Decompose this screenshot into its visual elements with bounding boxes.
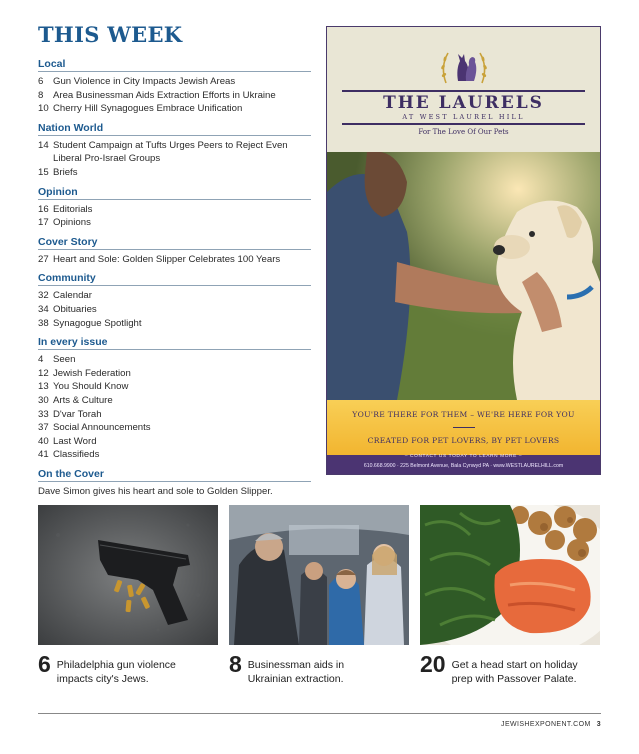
item-title: Opinions xyxy=(53,217,91,229)
item-title: Area Businessman Aids Extraction Efforts in Ukraine xyxy=(53,89,276,101)
caption-line: Philadelphia gun violence xyxy=(56,659,176,671)
toc-item[interactable] xyxy=(38,139,311,166)
feature-caption-2[interactable] xyxy=(229,653,344,686)
cover-description: Dave Simon gives his heart and sole to Golden Slipper. xyxy=(38,485,273,497)
page-number: 15 xyxy=(38,166,49,178)
toc-item[interactable] xyxy=(38,317,311,331)
toc-item[interactable] xyxy=(38,75,311,89)
item-title: Obituaries xyxy=(53,303,97,315)
item-title: Classifieds xyxy=(53,449,100,461)
caption-line: Get a head start on holiday xyxy=(451,659,578,671)
toc-item[interactable] xyxy=(38,166,311,180)
toc-item[interactable] xyxy=(38,89,311,103)
page-number: 37 xyxy=(38,422,49,434)
toc-item[interactable] xyxy=(38,435,311,449)
toc-item[interactable] xyxy=(38,203,311,217)
toc-item[interactable] xyxy=(38,353,311,367)
feature-caption-1[interactable] xyxy=(38,653,176,686)
item-title: Heart and Sole: Golden Slipper Celebrates 100 Years xyxy=(53,253,281,265)
feature-caption-text xyxy=(57,653,176,686)
item-title: Arts & Culture xyxy=(53,394,113,406)
table-of-contents xyxy=(38,58,311,504)
page-number: 33 xyxy=(38,408,49,420)
toc-item[interactable] xyxy=(38,367,311,381)
feature-caption-3[interactable] xyxy=(420,653,578,686)
section-heading[interactable]: In every issue xyxy=(38,336,311,350)
page-number: 27 xyxy=(38,253,49,265)
toc-item[interactable] xyxy=(38,289,311,303)
page-number: 16 xyxy=(38,203,49,215)
section-heading[interactable]: Cover Story xyxy=(38,236,311,250)
ad-address[interactable]: 610.668.9900 · 225 Belmont Avenue, Bala Cynwyd PA · www.WESTLAURELHILL.com xyxy=(363,463,564,469)
toc-item[interactable] xyxy=(38,102,311,116)
item-title: Student Campaign at Tufts Urges Peers to Reject Even Liberal Pro-Israel Groups xyxy=(53,139,288,165)
toc-item[interactable] xyxy=(38,216,311,230)
ad-contact-bar xyxy=(327,455,600,475)
item-title: Calendar xyxy=(53,290,92,302)
ad-slogan-band xyxy=(327,400,600,455)
dog-cat-logo-icon xyxy=(327,45,600,92)
toc-section-in-every-issue xyxy=(38,336,311,462)
feature-photo-gun[interactable] xyxy=(38,505,218,645)
toc-item[interactable] xyxy=(38,421,311,435)
item-title: Gun Violence in City Impacts Jewish Areas xyxy=(53,76,236,87)
page-number: 34 xyxy=(38,303,49,315)
ad-brand-sub: AT WEST LAUREL HILL xyxy=(402,113,525,121)
feature-photo-extraction[interactable] xyxy=(229,505,409,645)
item-title: Social Announcements xyxy=(53,422,151,434)
item-title: Cherry Hill Synagogues Embrace Unification xyxy=(53,103,243,115)
feature-page-number: 6 xyxy=(38,651,51,677)
page-number: 38 xyxy=(38,317,49,329)
item-title: You Should Know xyxy=(53,381,129,393)
page-number: 32 xyxy=(38,290,49,302)
page-number: 40 xyxy=(38,435,49,447)
toc-section-cover-story xyxy=(38,236,311,267)
item-title: Synagogue Spotlight xyxy=(53,317,142,329)
page-footer xyxy=(501,721,601,728)
toc-section-on-the-cover xyxy=(38,468,311,498)
section-heading[interactable]: On the Cover xyxy=(38,468,311,482)
ad-slogan-2: CREATED FOR PET LOVERS, BY PET LOVERS xyxy=(367,436,560,445)
page-number: 17 xyxy=(38,217,49,229)
section-heading[interactable]: Opinion xyxy=(38,186,311,200)
toc-item[interactable] xyxy=(38,408,311,422)
site-name[interactable]: JEWISHEXPONENT.COM xyxy=(501,721,591,728)
toc-item[interactable] xyxy=(38,253,311,267)
feature-caption-text xyxy=(452,653,578,686)
feature-caption-text xyxy=(248,653,344,686)
item-title: Editorials xyxy=(53,203,93,215)
ad-tagline: For The Love Of Our Pets xyxy=(418,128,509,136)
feature-page-number: 20 xyxy=(420,651,446,677)
ad-slogan-1: YOU'RE THERE FOR THEM – WE'RE HERE FOR YOU xyxy=(352,410,575,419)
page-number: 14 xyxy=(38,139,49,151)
caption-line: Businessman aids in xyxy=(247,659,345,671)
page-number: 13 xyxy=(38,381,49,393)
page-number: 30 xyxy=(38,394,49,406)
toc-section-local xyxy=(38,58,311,116)
toc-item[interactable] xyxy=(38,448,311,462)
feature-photo-passover-meal[interactable] xyxy=(420,505,600,645)
item-title: Seen xyxy=(53,354,76,366)
ad-contact-text: – CONTACT US TODAY TO LEARN MORE – xyxy=(404,454,523,459)
page-number: 12 xyxy=(38,367,49,379)
toc-section-community xyxy=(38,272,311,330)
page-number: 6 xyxy=(38,76,44,87)
page-number: 8 xyxy=(38,89,44,101)
toc-item[interactable] xyxy=(38,380,311,394)
page-title: THIS WEEK xyxy=(38,22,183,47)
page-number: 4 xyxy=(38,354,44,366)
toc-item[interactable] xyxy=(38,394,311,408)
caption-line: Ukrainian extraction. xyxy=(247,672,344,685)
section-heading[interactable]: Community xyxy=(38,272,311,286)
section-heading[interactable]: Local xyxy=(38,58,311,72)
divider xyxy=(342,90,585,92)
page-number: 10 xyxy=(38,103,49,115)
divider xyxy=(453,427,475,428)
man-with-dog-photo xyxy=(327,152,600,400)
toc-section-nation-world xyxy=(38,122,311,180)
toc-section-opinion xyxy=(38,186,311,230)
caption-line: prep with Passover Palate. xyxy=(451,672,577,685)
feature-page-number: 8 xyxy=(229,651,242,677)
footer-rule xyxy=(38,713,601,714)
advertisement[interactable] xyxy=(326,26,601,475)
page-number-footer: 3 xyxy=(596,721,601,728)
toc-item[interactable] xyxy=(38,303,311,317)
section-heading[interactable]: Nation World xyxy=(38,122,311,136)
ad-brand: THE LAURELS xyxy=(383,93,544,113)
item-title: D'var Torah xyxy=(53,408,102,420)
item-title: Jewish Federation xyxy=(53,367,131,379)
caption-line: impacts city's Jews. xyxy=(56,672,149,685)
divider xyxy=(342,123,585,125)
item-title: Last Word xyxy=(53,435,97,447)
page-number: 41 xyxy=(38,449,49,461)
item-title: Briefs xyxy=(53,166,78,178)
